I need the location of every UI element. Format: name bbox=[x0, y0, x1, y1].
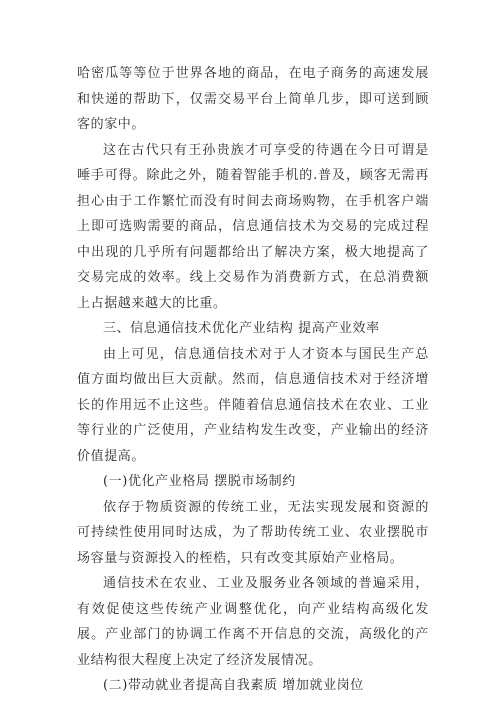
document-body bbox=[77, 61, 429, 699]
paragraph-2: 这在古代只有王孙贵族才可享受的待遇在今日可谓是唾手可得。除此之外，随着智能手机的.普及，顾客无需再担心由于工作繁忙而没有时间去商场购物，在手机客户端上即可选购需要的商品，信息通信技术为交易的完成过程中出现的几乎所有问题都给出了解决方案，极大地提高了交易完成的效率。线上交易作为消费新方式，在总消费额上占据越来越大的比重。 bbox=[77, 142, 429, 311]
paragraph-7: 通信技术在农业、工业及服务业各领域的普遍采用，有效促使这些传统产业调整优化，向产业结构高级化发展。产业部门的协调工作离不开信息的交流，高级化的产业结构很大程度上决定了经济发展情况。 bbox=[77, 576, 429, 668]
section-heading-3: 三、信息通信技术优化产业结构 提高产业效率 bbox=[103, 321, 380, 336]
subsection-heading-1: (一)优化产业格局 摆脱市场制约 bbox=[103, 474, 296, 489]
subsection-heading-2: (二)带动就业者提高自我素质 增加就业岗位 bbox=[103, 678, 364, 693]
paragraph-4: 由上可见，信息通信技术对于人才资本与国民生产总值方面均做出巨大贡献。然而，信息通信技术对于经济增长的作用远不止这些。伴随着信息通信技术在农业、工业等行业的广泛使用，产业结构发生改变，产业输出的经济价值提高。 bbox=[77, 346, 429, 464]
paragraph-6: 依存于物质资源的传统工业，无法实现发展和资源的可持续性使用同时达成，为了帮助传统工业、农业摆脱市场容量与资源投入的桎梏，只有改变其原始产业格局。 bbox=[77, 499, 429, 566]
paragraph-1: 哈密瓜等等位于世界各地的商品，在电子商务的高速发展和快递的帮助下，仅需交易平台上简单几步，即可送到顾客的家中。 bbox=[77, 66, 429, 132]
